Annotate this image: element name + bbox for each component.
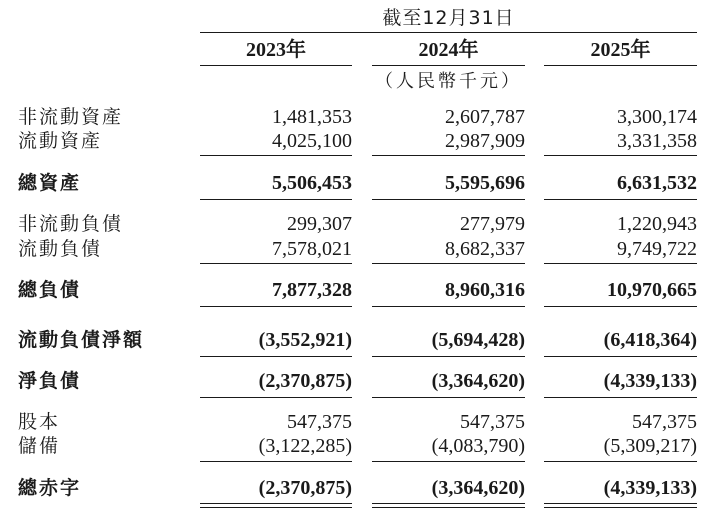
value-cell: (2,370,875) (258, 477, 352, 499)
value-cell: 8,960,316 (445, 279, 525, 301)
row-label-current-assets: 流動資產 (18, 130, 103, 152)
total-rule (372, 356, 525, 357)
unit-caption: （人民幣千元） (375, 71, 522, 92)
subtotal-rule (544, 263, 697, 264)
row-label-current-liabilities: 流動負債 (18, 238, 103, 260)
subtotal-rule (200, 263, 352, 264)
value-cell: 9,749,722 (617, 238, 697, 260)
value-cell: 1,220,943 (617, 213, 697, 235)
total-rule (200, 397, 352, 398)
total-rule (372, 199, 525, 200)
subtotal-rule (544, 461, 697, 462)
double-rule-top (544, 503, 697, 504)
total-rule (544, 356, 697, 357)
subtotal-rule (200, 155, 352, 156)
value-cell: (4,083,790) (431, 435, 525, 457)
value-cell: 547,375 (287, 411, 352, 433)
value-cell: (6,418,364) (603, 329, 697, 351)
value-cell: 5,595,696 (445, 172, 525, 194)
subtotal-rule (544, 155, 697, 156)
value-cell: (3,364,620) (431, 370, 525, 392)
row-label-non-current-assets: 非流動資產 (18, 106, 124, 128)
value-cell: 5,506,453 (272, 172, 352, 194)
total-rule (200, 356, 352, 357)
total-rule (544, 199, 697, 200)
year-label: 2025年 (590, 39, 651, 61)
double-rule-top (372, 503, 525, 504)
total-rule (372, 397, 525, 398)
value-cell: 2,987,909 (445, 130, 525, 152)
row-label-total-deficit: 總赤字 (18, 477, 82, 499)
value-cell: 10,970,665 (607, 279, 697, 301)
period-underline (200, 32, 697, 33)
value-cell: 3,331,358 (617, 130, 697, 152)
year-label: 2023年 (246, 39, 306, 61)
value-cell: (4,339,133) (603, 370, 697, 392)
value-cell: 547,375 (632, 411, 697, 433)
total-rule (372, 306, 525, 307)
row-label-net-current-liabilities: 流動負債淨額 (18, 329, 145, 351)
year-header-2023 (200, 38, 352, 62)
year-header-2025 (544, 38, 697, 62)
value-cell: 8,682,337 (445, 238, 525, 260)
value-cell: (3,122,285) (258, 435, 352, 457)
subtotal-rule (372, 461, 525, 462)
total-rule (544, 397, 697, 398)
value-cell: 6,631,532 (617, 172, 697, 194)
value-cell: (2,370,875) (258, 370, 352, 392)
year-underline (544, 65, 697, 66)
year-underline (200, 65, 352, 66)
value-cell: (3,364,620) (431, 477, 525, 499)
value-cell: 299,307 (287, 213, 352, 235)
year-header-2024 (372, 38, 525, 62)
subtotal-rule (200, 461, 352, 462)
total-rule (200, 306, 352, 307)
row-label-total-assets: 總資產 (18, 172, 82, 194)
value-cell: 2,607,787 (445, 106, 525, 128)
value-cell: 1,481,353 (272, 106, 352, 128)
value-cell: (4,339,133) (603, 477, 697, 499)
row-label-non-current-liabilities: 非流動負債 (18, 213, 124, 235)
row-label-net-liabilities: 淨負債 (18, 370, 82, 392)
double-rule-top (200, 503, 352, 504)
double-rule-bottom (372, 507, 525, 508)
year-label: 2024年 (418, 39, 479, 61)
total-rule (200, 199, 352, 200)
value-cell: (5,694,428) (431, 329, 525, 351)
value-cell: (5,309,217) (603, 435, 697, 457)
value-cell: 7,578,021 (272, 238, 352, 260)
period-caption: 截至12月31日 (382, 7, 515, 29)
value-cell: 547,375 (460, 411, 525, 433)
double-rule-bottom (544, 507, 697, 508)
value-cell: 7,877,328 (272, 279, 352, 301)
value-cell: 277,979 (460, 213, 525, 235)
year-underline (372, 65, 525, 66)
subtotal-rule (372, 155, 525, 156)
total-rule (544, 306, 697, 307)
row-label-share-capital: 股本 (18, 411, 61, 433)
value-cell: 3,300,174 (617, 106, 697, 128)
value-cell: (3,552,921) (258, 329, 352, 351)
row-label-total-liabilities: 總負債 (18, 279, 82, 301)
value-cell: 4,025,100 (272, 130, 352, 152)
row-label-reserves: 儲備 (18, 435, 61, 457)
subtotal-rule (372, 263, 525, 264)
double-rule-bottom (200, 507, 352, 508)
